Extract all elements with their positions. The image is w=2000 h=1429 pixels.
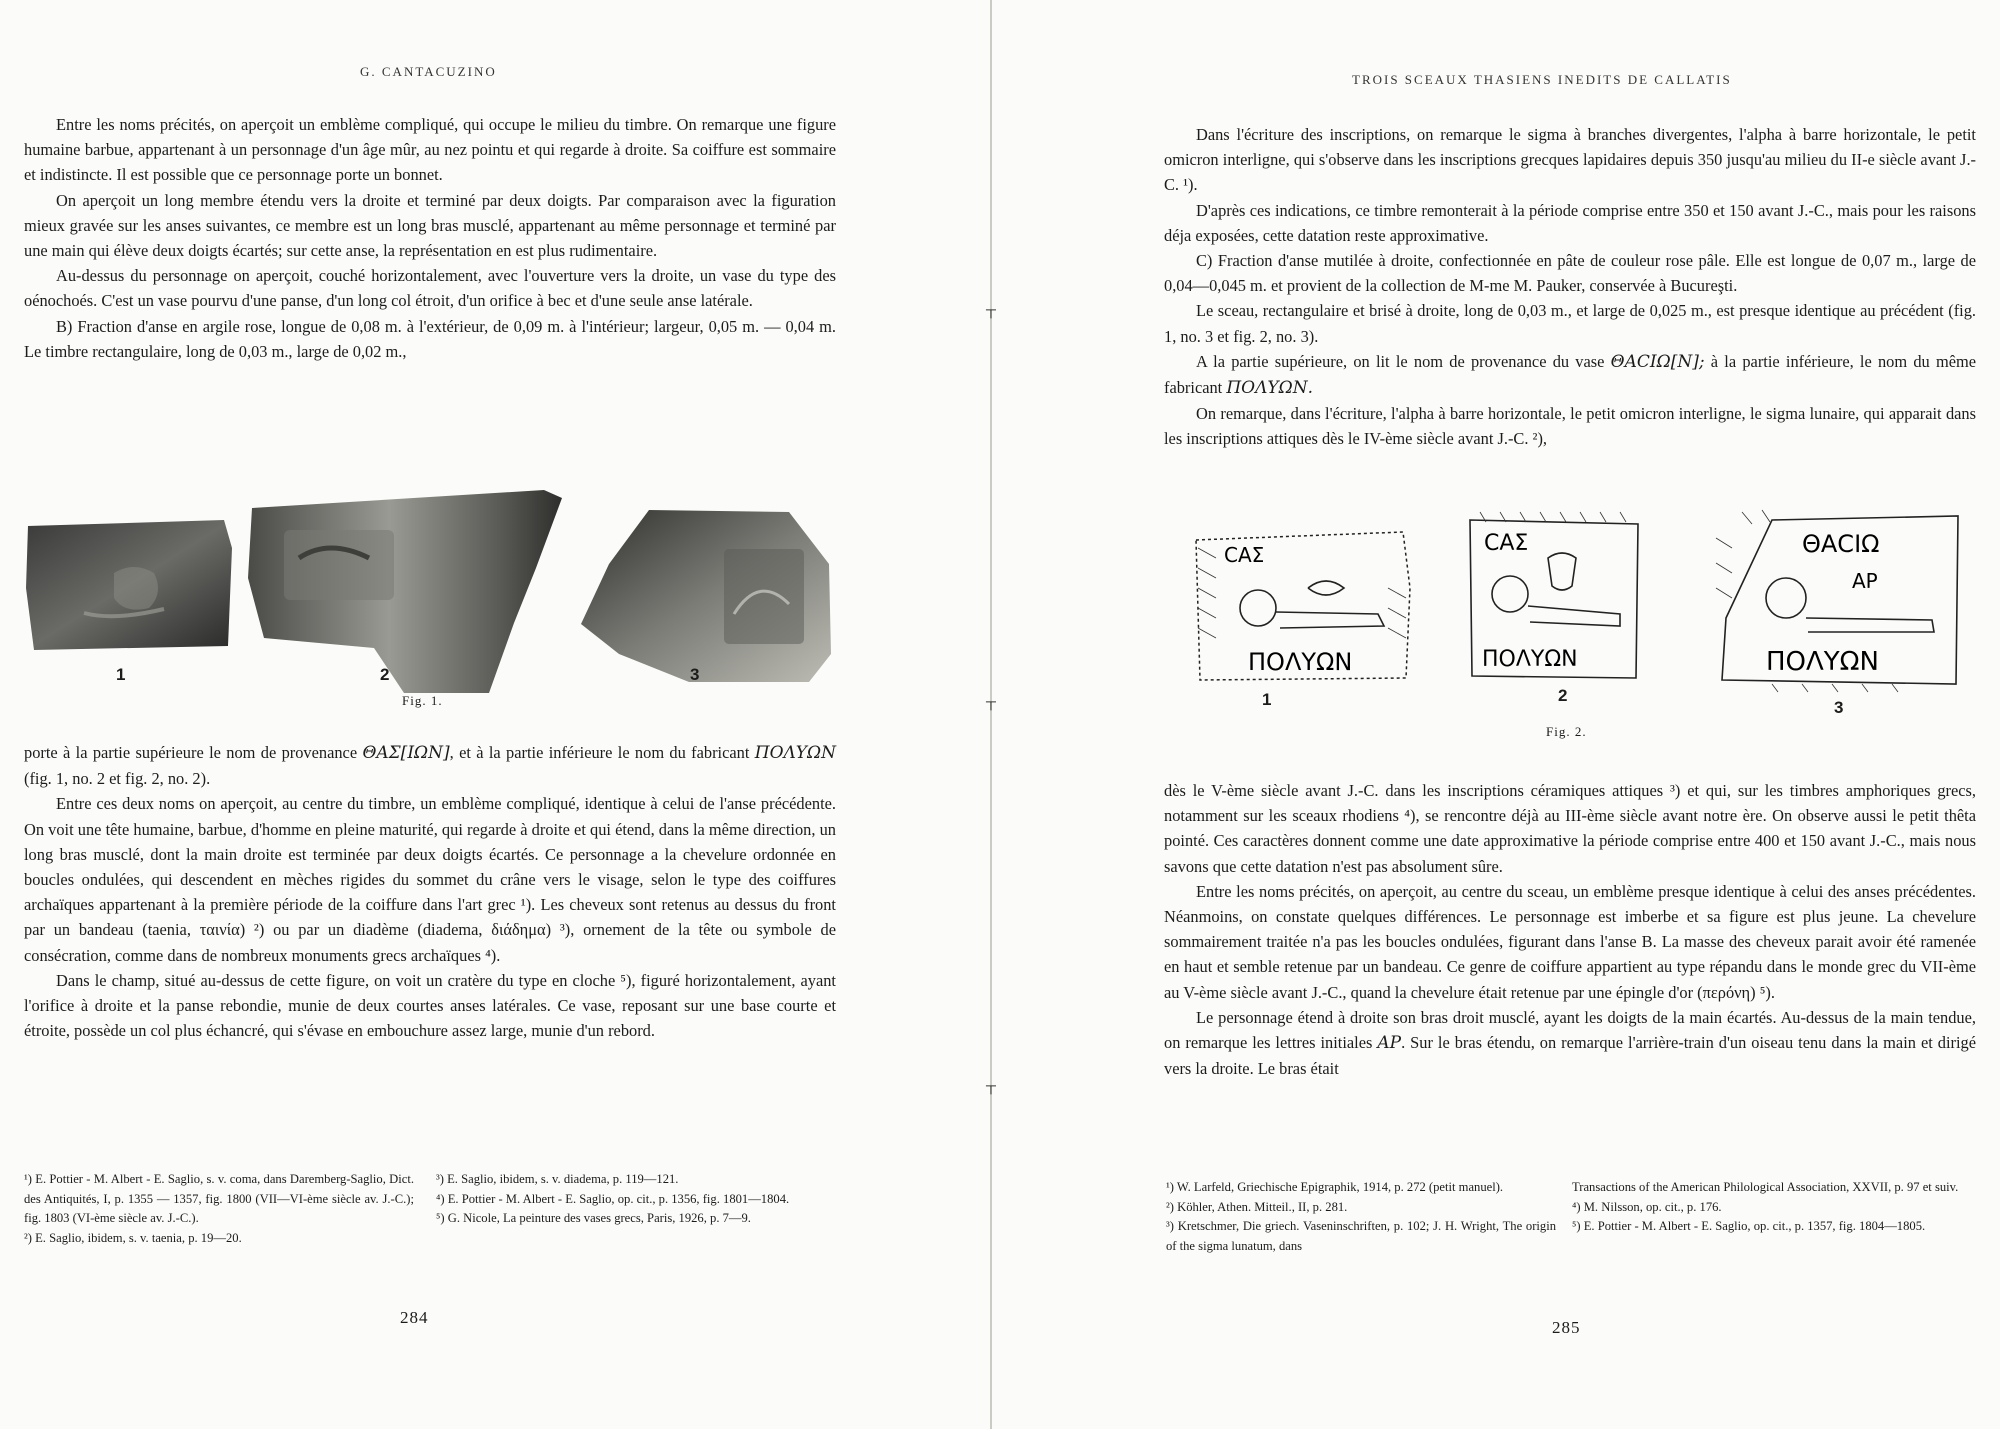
sherd-photo-2 [244,488,564,693]
footnote: Transactions of the American Philological Association, XXVII, p. 97 et suiv. [1572,1180,1959,1194]
page-number-right: 285 [1552,1318,1581,1337]
right-text-top [1164,122,1976,452]
paragraph: Dans l'écriture des inscriptions, on remarque le sigma à branches divergentes, l'alpha à barre horizontale, le petit omicron interligne, qui s'observe dans les inscriptions grecques lapidaires depuis 350 jusqu'au milieu du II-e siècle avant J.-C. ¹). [1164,125,1976,195]
footnote: ⁵) G. Nicole, La peinture des vases grecs, Paris, 1926, p. 7—9. [436,1211,751,1226]
footnotes-left-col1 [24,1170,414,1248]
fig1-label-2: 2 [380,665,390,684]
paragraph: Le sceau, rectangulaire et brisé à droite, long de 0,03 m., et large de 0,025 m., est presque identique au précédent (fig. 1, no. 3 et fig. 2, no. 3). [1164,301,1976,346]
seal-3-top-text: ΘΑCΙΩ [1802,530,1880,558]
greek-inscription: ΠΟΛΥΩΝ [754,743,836,763]
fig2-label-2: 2 [1558,686,1568,705]
footnote: ⁴) E. Pottier - M. Albert - E. Saglio, op. cit., p. 1356, fig. 1801—1804. [436,1191,790,1206]
paragraph: B) Fraction d'anse en argile rose, longue de 0,08 m. à l'extérieur, de 0,09 m. à l'intérieur; largeur, 0,05 m. — 0,04 m. Le timbre rectangulaire, long de 0,03 m., large de 0,02 m., [24,316,836,361]
fig2-caption: Fig. 2. [1546,724,1587,739]
seal-1-top-text: CΑΣ [1224,543,1265,567]
seal-drawing-3 [1712,508,1962,693]
paragraph: D'après ces indications, ce timbre remonterait à la période comprise entre 350 et 150 avant J.-C., mais pour les raisons déja exposées, cette datation reste approximative. [1164,200,1976,245]
footnote: ⁵) E. Pottier - M. Albert - E. Saglio, op. cit., p. 1357, fig. 1804—1805. [1572,1219,1926,1234]
footnotes-right-col2 [1572,1178,1976,1237]
gutter-mark: ┬ [986,1079,996,1094]
footnote: ⁴) M. Nilsson, op. cit., p. 176. [1572,1199,1722,1214]
greek-inscription: ΘΑCΙΩ[Ν]; [1610,351,1705,372]
right-text-bottom [1164,778,1976,1081]
running-head-left: G. CANTACUZINO [360,64,497,79]
paragraph: Entre ces deux noms on aperçoit, au centre du timbre, un emblème compliqué, identique à celui de l'anse précédente. On voit une tête humaine, barbue, d'homme en pleine maturité, qui regarde à droite et qui étend, dans la même direction, un long bras musclé, dont la main droite est terminée par deux doigts écartés. Ce personnage a la chevelure ordonnée en boucles ondulées, qui descendent en mèches rigides du sommet du crâne vers le visage, selon le type des coiffures archaïques appartenant à la première période de la coiffure dans l'art grec ¹). Les cheveux sont retenus au dessus du front par un bandeau (taenia, ταινία) ²) ou par un diadème (diadema, διάδημα) ³), ornement de la tête ou symbole de consécration, comme dans de nombreux monuments grecs archaïques ⁴). [24,794,836,965]
footnotes-right-col1 [1166,1178,1556,1256]
fig1-label-3: 3 [690,665,700,684]
figure-1-photos [24,488,832,692]
footnote: ²) E. Saglio, ibidem, s. v. taenia, p. 19—20. [24,1230,242,1245]
paragraph: Entre les noms précités, on aperçoit, au centre du sceau, un emblème presque identique à celui des anses précédentes. Néanmoins, on constate quelques différences. Le personnage est imberbe et sa figure est plus jeune. La chevelure sommairement traitée n'a pas les boucles ondulées, figurant dans l'anse B. La masse des cheveux parait avoir été ramenée en haut et semble retenue par un bandeau. Ce genre de coiffure appartient au type répandu dans le monde grec du VII-ème au V-ème siècle avant J.-C., quand la chevelure était retenue par une épingle d'or (περόνη) ⁵). [1164,881,1976,1002]
paragraph: On remarque, dans l'écriture, l'alpha à barre horizontale, le petit omicron interligne, le sigma lunaire, qui apparait dans les inscriptions attiques dès le IV-ème siècle avant J.-C. ²), [1164,404,1976,449]
seal-3-extra-text: ΑΡ [1852,569,1878,593]
fig1-label-1: 1 [116,665,126,684]
footnote: ¹) W. Larfeld, Griechische Epigraphik, 1914, p. 272 (petit manuel). [1166,1180,1504,1194]
paragraph: Le personnage étend à droite son bras droit musclé, ayant les doigts de la main écartés. Au-dessus de la main tendue, on remarque les lettres initiales ΑΡ. Sur le bras étendu, on remarque l'arrière-train d'un oiseau tenu dans la main et dirigé vers la droite. Le bras était [1164,1007,1976,1079]
seal-drawing-1 [1188,528,1418,688]
left-text-top [24,112,836,364]
paragraph: Dans le champ, situé au-dessus de cette figure, on voit un cratère du type en cloche ⁵), figuré horizontalement, ayant l'orifice à droite et la panse rebondie, munie de deux courtes anses latérales. Ce vase, reposant sur une base courte et étroite, possède un col plus échancré, qui s'évase en embouchure assez large, munie d'un rebord. [24,970,836,1041]
gutter-mark: ┬ [986,303,996,318]
fig2-label-1: 1 [1262,690,1272,709]
seal-3-bottom-text: ΠΟΛΥΩΝ [1766,647,1880,677]
greek-inscription: ΘΑΣ[ΙΩΝ] [362,743,450,763]
book-gutter [990,0,992,1429]
seal-1-bottom-text: ΠΟΛΥΩΝ [1248,648,1353,676]
paragraph: On aperçoit un long membre étendu vers la droite et terminé par deux doigts. Par comparaison avec la figuration mieux gravée sur les anses suivantes, ce membre est un long bras musclé, appartenant au même personnage et terminé par une main qui élève deux doigts écartés; sur cette anse, la représentation en est plus rudimentaire. [24,190,836,261]
fig1-caption: Fig. 1. [402,693,443,708]
sherd-photo-3 [579,504,834,689]
paragraph: C) Fraction d'anse mutilée à droite, confectionnée en pâte de couleur rose pâle. Elle est longue de 0,07 m., large de 0,04—0,045 m. et provient de la collection de M-me M. Pauker, conservée à Bucureşti. [1164,251,1976,296]
footnote: ³) Kretschmer, Die griech. Vaseninschriften, p. 102; J. H. Wright, The origin of the sigma lunatum, dans [1166,1219,1556,1253]
paragraph: Au-dessus du personnage on aperçoit, couché horizontalement, avec l'ouverture vers la droite, un vase du type des oénochoés. C'est un vase pourvu d'une panse, d'un long col étroit, d'un orifice à bec et d'une seule anse latérale. [24,266,836,311]
running-head-right: TROIS SCEAUX THASIENS INEDITS DE CALLATIS [1352,72,1732,87]
sherd-photo-1 [24,518,234,653]
paragraph: porte à la partie supérieure le nom de provenance ΘΑΣ[ΙΩΝ], et à la partie inférieure le nom du fabricant ΠΟΛΥΩΝ (fig. 1, no. 2 et fig. 2, no. 2). [24,743,836,789]
paragraph: Entre les noms précités, on aperçoit un emblème compliqué, qui occupe le milieu du timbre. On remarque une figure humaine barbue, appartenant à un personnage d'un âge mûr, au nez pointu et qui regarde à droite. Sa coiffure est sommaire et indistincte. Il est possible que ce personnage porte un bonnet. [24,115,836,185]
footnote: ²) Köhler, Athen. Mitteil., II, p. 281. [1166,1199,1348,1214]
paragraph: dès le V-ème siècle avant J.-C. dans les inscriptions céramiques attiques ³) et qui, sur les timbres amphoriques grecs, notamment sur les sceaux rhodiens ⁴), se rencontre déjà au III-ème siècle avant notre ère. On observe aussi le petit thêta pointé. Ces caractères donnent comme une date approximative la période comprise entre 400 et 150 avant J.-C., mais nous savons que cette datation n'est pas absolument sûre. [1164,781,1976,876]
seal-drawing-2 [1460,510,1645,695]
left-text-bottom [24,740,836,1043]
footnote: ³) E. Saglio, ibidem, s. v. diadema, p. 119—121. [436,1172,679,1186]
gutter-mark: ┬ [986,695,996,710]
greek-inscription: ΑΡ [1377,1033,1402,1054]
greek-inscription: ΠΟΛΥΩΝ. [1226,378,1313,399]
page-number-left: 284 [400,1308,429,1327]
seal-2-bottom-text: ΠΟΛΥΩΝ [1482,647,1578,672]
footnote: ¹) E. Pottier - M. Albert - E. Saglio, s. v. coma, dans Daremberg-Saglio, Dict. des Antiquités, I, p. 1355 — 1357, fig. 1800 (VII—VI-ème siècle av. J.-C.); fig. 1803 (VI-ème siècle av. J.-C.). [24,1172,414,1226]
seal-2-top-text: CΑΣ [1484,531,1529,556]
paragraph: A la partie supérieure, on lit le nom de provenance du vase ΘΑCΙΩ[Ν]; à la partie inférieure, le nom du même fabricant ΠΟΛΥΩΝ. [1164,351,1976,399]
right-page [1000,0,2000,1429]
footnotes-left-col2 [436,1170,836,1229]
fig2-label-3: 3 [1834,698,1844,717]
